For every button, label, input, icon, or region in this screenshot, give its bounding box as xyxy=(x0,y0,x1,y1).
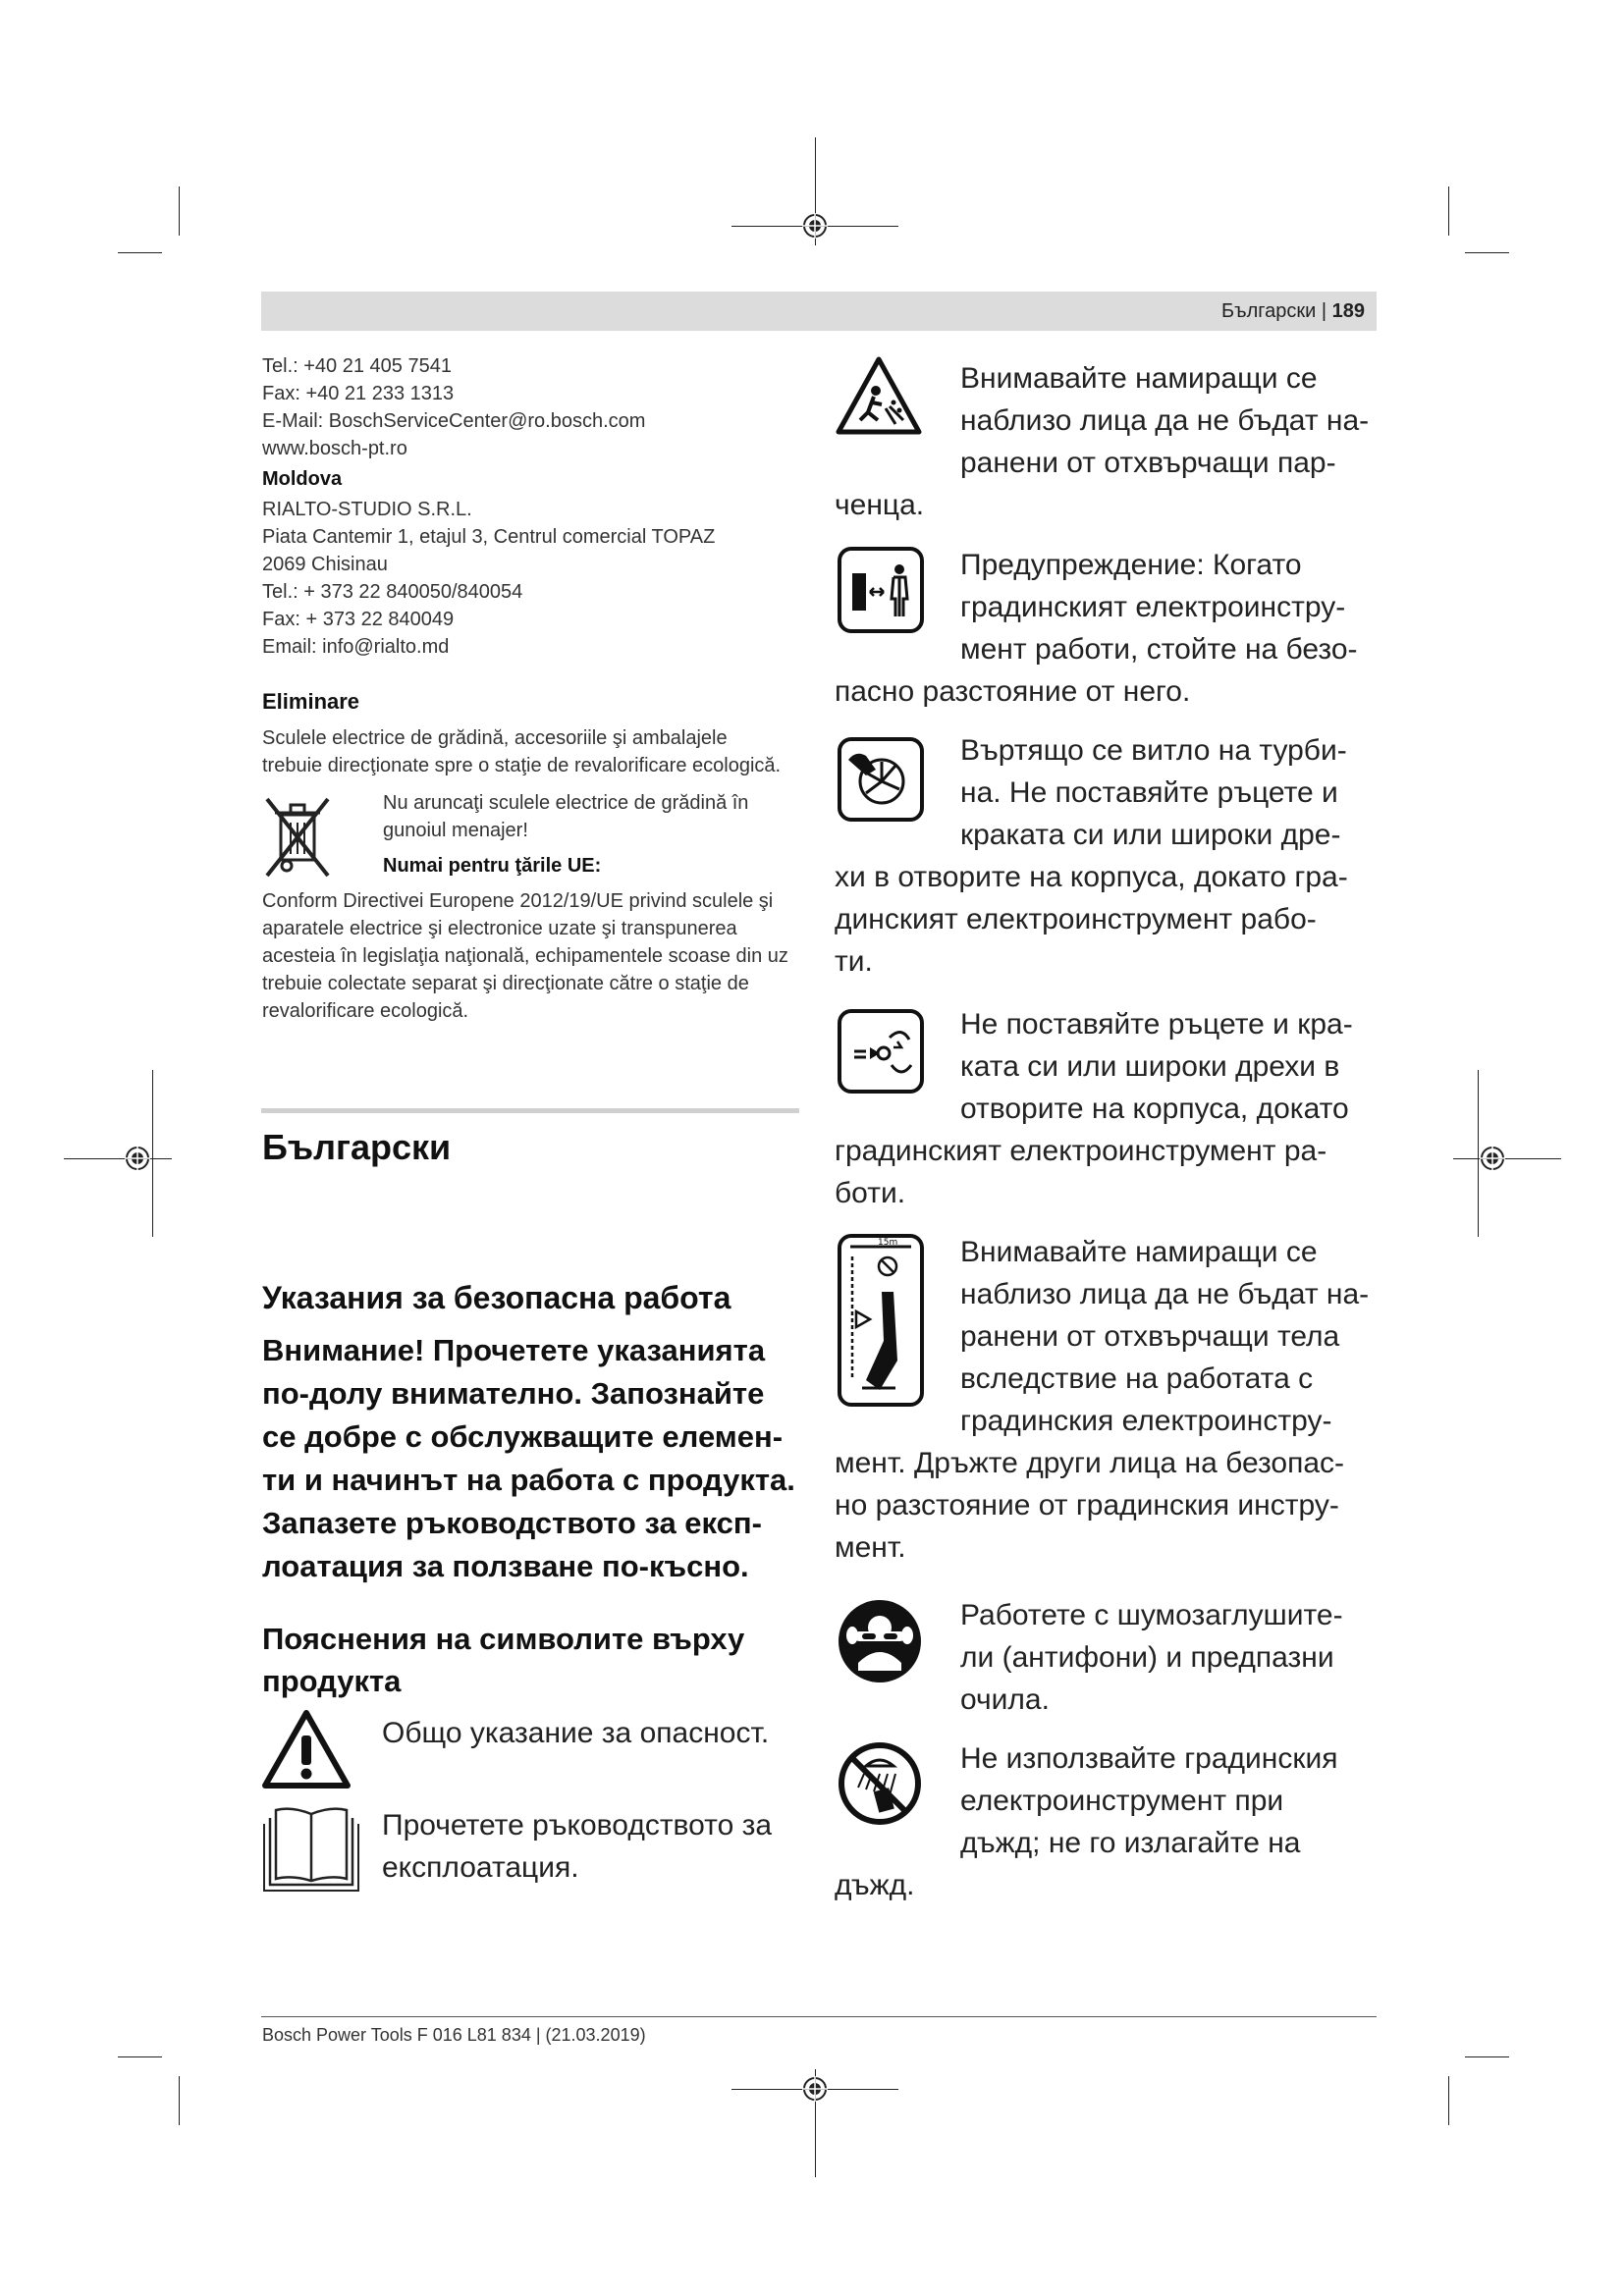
registration-mark-icon xyxy=(123,1144,152,1173)
crop-mark xyxy=(64,1158,172,1159)
eu-line: acesteia în legislaţia naţională, echipamentele scoase din uz xyxy=(262,945,788,967)
item-line: Предупреждение: Когато xyxy=(960,549,1302,581)
warning-block xyxy=(262,1329,812,1588)
footer-text: Bosch Power Tools F 016 L81 834 | (21.03.2019) xyxy=(262,2025,646,2045)
page-number: 189 xyxy=(1331,300,1365,322)
crop-mark xyxy=(1448,2076,1449,2125)
eu-line: aparatele electrice şi electronice uzate şi transpunerea xyxy=(262,918,737,939)
crop-mark xyxy=(1465,252,1509,253)
item-line: ката си или широки дрехи в xyxy=(960,1050,1340,1083)
registration-mark-icon xyxy=(1478,1144,1507,1173)
bin-note xyxy=(383,789,795,880)
read-manual-line: Прочетете ръководството за xyxy=(382,1809,773,1842)
item-line: наблизо лица да не бъдат на- xyxy=(960,404,1370,437)
contact-tel: Tel.: +40 21 405 7541 xyxy=(262,355,452,377)
crop-mark xyxy=(118,252,162,253)
read-manual-icon xyxy=(260,1804,362,1893)
symbols-title xyxy=(262,1618,812,1702)
item-line: наблизо лица да не бъдат на- xyxy=(960,1278,1370,1310)
eliminare-line: Sculele electrice de grădină, accesoriile şi ambalajele xyxy=(262,727,728,749)
item-line: очила. xyxy=(960,1683,1050,1716)
item-line: Въртящо се витло на турби- xyxy=(960,734,1347,767)
contact-fax: Fax: +40 21 233 1313 xyxy=(262,383,455,404)
contacts-block xyxy=(262,352,792,661)
warning-line: Внимание! Прочетете указанията xyxy=(262,1333,766,1367)
right-item-1 xyxy=(960,357,1382,484)
header-label: Български | 189 xyxy=(1220,300,1365,322)
crop-mark xyxy=(1465,2056,1509,2057)
item-line: Не поставяйте ръцете и кра- xyxy=(960,1008,1353,1041)
read-manual-line: експлоатация. xyxy=(382,1851,579,1884)
page-header xyxy=(261,292,1377,331)
item-line: градинският електроинстру- xyxy=(960,591,1346,623)
right-item-4 xyxy=(960,1003,1382,1130)
right-item-7 xyxy=(960,1737,1382,1864)
right-item-3-cont xyxy=(835,856,1384,983)
crop-mark xyxy=(179,2076,180,2125)
crop-mark xyxy=(1448,187,1449,236)
item-line: ранени от отхвърчащи тела xyxy=(960,1320,1340,1353)
eu-line: Conform Directivei Europene 2012/19/UE privind sculele şi xyxy=(262,890,774,912)
item-line: Не използвайте градинския xyxy=(960,1742,1338,1775)
rotating-impeller-icon xyxy=(837,736,925,823)
item-line: градинския електроинстру- xyxy=(960,1405,1332,1437)
moldova-line: RIALTO-STUDIO S.R.L. xyxy=(262,499,472,520)
right-item-2-cont: пасно разстояние от него. xyxy=(835,675,1191,708)
item-line: вследствие на работата с xyxy=(960,1362,1314,1395)
eliminare-title: Eliminare xyxy=(262,689,360,714)
item-line: на. Не поставяйте ръцете и xyxy=(960,776,1338,809)
eu-line: revalorificare ecologică. xyxy=(262,1000,469,1022)
right-item-2 xyxy=(960,544,1382,670)
safety-title: Указания за безопасна работа xyxy=(262,1280,731,1315)
moldova-line: Email: info@rialto.md xyxy=(262,636,450,658)
eu-text xyxy=(262,887,812,1025)
right-item-3 xyxy=(960,729,1382,856)
moldova-title: Moldova xyxy=(262,468,343,490)
item-line: Внимавайте намиращи се xyxy=(960,1236,1318,1268)
item-line: градинският електроинструмент ра- xyxy=(835,1135,1327,1167)
right-item-7-cont: дъжд. xyxy=(835,1869,915,1901)
contact-email: E-Mail: BoschServiceCenter@ro.bosch.com xyxy=(262,410,646,432)
item-line: краката си или широки дре- xyxy=(960,819,1341,851)
warning-line: по-долу внимателно. Запознайте xyxy=(262,1376,765,1411)
safe-distance-icon xyxy=(837,546,925,634)
warning-triangle-icon xyxy=(261,1708,352,1790)
eu-line: trebuie colectate separat şi direcţionate către o staţie de xyxy=(262,973,749,994)
eliminare-line: trebuie direcţionate spre o staţie de revalorificare ecologică. xyxy=(262,755,782,776)
contact-web: www.bosch-pt.ro xyxy=(262,438,407,459)
crossed-bin-icon xyxy=(263,793,332,881)
bin-line: Nu aruncaţi sculele electrice de grădină în xyxy=(383,792,749,814)
item-line: отворите на корпуса, докато xyxy=(960,1093,1349,1125)
moldova-line: Piata Cantemir 1, etajul 3, Centrul comercial TOPAZ xyxy=(262,526,716,548)
section-divider xyxy=(261,1108,799,1113)
item-line: мент работи, стойте на безо- xyxy=(960,633,1358,666)
item-line: ти. xyxy=(835,945,873,978)
header-section: Български xyxy=(1220,300,1317,322)
hands-feet-openings-icon xyxy=(837,1008,925,1095)
registration-mark-icon xyxy=(800,2074,830,2104)
item-line: ли (антифони) и предпазни xyxy=(960,1641,1334,1674)
warning-line: се добре с обслужващите елемен- xyxy=(262,1419,784,1454)
svg-text:15m: 15m xyxy=(878,1238,898,1248)
bin-line: gunoiul menajer! xyxy=(383,820,528,841)
item-line: боти. xyxy=(835,1177,906,1209)
crop-mark xyxy=(1453,1158,1561,1159)
language-title: Български xyxy=(262,1127,452,1167)
moldova-line: Fax: + 373 22 840049 xyxy=(262,609,455,630)
symbols-title-line: Пояснения на символите върху xyxy=(262,1622,745,1656)
footer-rule xyxy=(261,2016,1377,2017)
flying-debris-icon xyxy=(835,355,923,438)
crop-mark xyxy=(179,187,180,236)
read-manual-text xyxy=(382,1804,772,1889)
symbols-title-line: продукта xyxy=(262,1664,402,1698)
right-item-5-cont xyxy=(835,1442,1384,1569)
item-line: но разстояние от градинския инстру- xyxy=(835,1489,1339,1522)
item-line: хи в отворите на корпуса, докато гра- xyxy=(835,861,1348,893)
item-line: Внимавайте намиращи се xyxy=(960,362,1318,395)
item-line: ранени от отхвърчащи пар- xyxy=(960,447,1336,479)
item-line: мент. xyxy=(835,1531,906,1564)
ear-eye-protection-icon xyxy=(837,1598,923,1684)
right-item-5 xyxy=(960,1231,1382,1442)
warning-line: лоатация за ползване по-късно. xyxy=(262,1549,749,1583)
crop-mark xyxy=(118,2056,162,2057)
right-item-1-cont: ченца. xyxy=(835,489,925,521)
item-line: Работете с шумозаглушите- xyxy=(960,1599,1343,1631)
general-hazard-text: Общо указание за опасност. xyxy=(382,1717,770,1749)
item-line: мент. Дръжте други лица на безопас- xyxy=(835,1447,1345,1479)
right-item-6 xyxy=(960,1594,1382,1721)
eliminare-section xyxy=(262,687,812,779)
warning-line: Запазете ръководството за експ- xyxy=(262,1506,762,1540)
no-rain-icon xyxy=(837,1740,923,1827)
item-line: електроинструмент при xyxy=(960,1785,1284,1817)
item-line: дъжд; не го излагайте на xyxy=(960,1827,1301,1859)
eu-title: Numai pentru ţările UE: xyxy=(383,855,602,877)
warning-line: ти и начинът на работа с продукта. xyxy=(262,1463,795,1497)
thrown-objects-distance-icon xyxy=(837,1233,925,1408)
right-item-4-cont xyxy=(835,1130,1384,1214)
registration-mark-icon xyxy=(800,211,830,240)
crop-mark xyxy=(152,1070,153,1237)
moldova-line: Tel.: + 373 22 840050/840054 xyxy=(262,581,523,603)
moldova-line: 2069 Chisinau xyxy=(262,554,388,575)
item-line: динският електроинструмент рабо- xyxy=(835,903,1317,935)
